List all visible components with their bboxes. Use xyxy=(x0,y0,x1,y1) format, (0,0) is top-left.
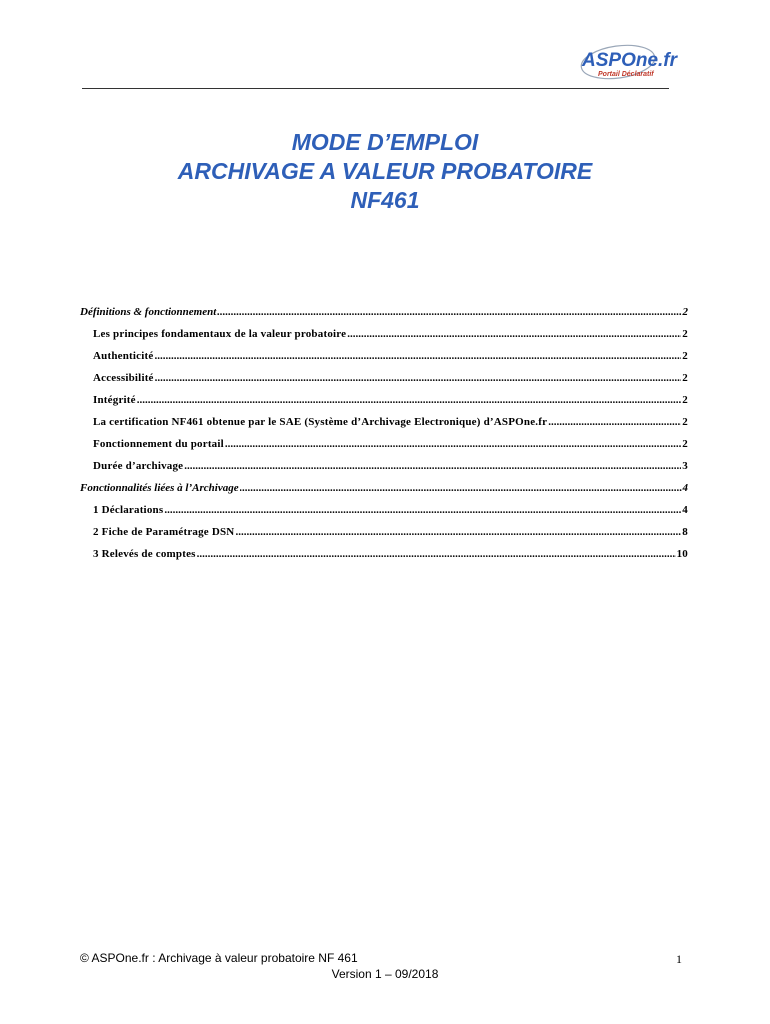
toc-item-fonctionnalites[interactable] xyxy=(80,482,688,498)
toc-item-principes[interactable] xyxy=(80,328,688,344)
document-title xyxy=(0,128,770,215)
toc-label: 2 Fiche de Paramétrage DSN xyxy=(93,526,235,538)
toc-page: 10 xyxy=(676,548,688,560)
toc-label: La certification NF461 obtenue par le SAE (Système d’Archivage Electronique) d’ASPOne.fr xyxy=(93,416,548,428)
toc-item-certification[interactable] xyxy=(80,416,688,432)
title-line-3: NF461 xyxy=(350,187,420,213)
toc-item-declarations[interactable] xyxy=(80,504,688,520)
logo-text: ASPOne.fr xyxy=(582,50,678,71)
toc-page: 4 xyxy=(682,504,688,516)
footer-version: Version 1 – 09/2018 xyxy=(331,967,439,981)
toc-page: 2 xyxy=(682,394,688,406)
toc-item-duree-archivage[interactable] xyxy=(80,460,688,476)
footer-page-number: 1 xyxy=(676,952,682,966)
toc-page: 3 xyxy=(682,460,688,472)
toc-label: Fonctionnalités liées à l’Archivage xyxy=(80,482,239,494)
toc-label: Authenticité xyxy=(93,350,154,362)
toc-label: Intégrité xyxy=(93,394,136,406)
toc-label: Durée d’archivage xyxy=(93,460,184,472)
toc-page: 2 xyxy=(682,438,688,450)
toc-item-fiche-dsn[interactable] xyxy=(80,526,688,542)
toc-page: 2 xyxy=(682,306,688,318)
toc-item-fonctionnement-portail[interactable] xyxy=(80,438,688,454)
toc-page: 2 xyxy=(682,350,688,362)
toc-label: Les principes fondamentaux de la valeur probatoire xyxy=(93,328,347,340)
title-line-1: MODE D’EMPLOI xyxy=(291,129,479,155)
toc-label: 3 Relevés de comptes xyxy=(93,548,196,560)
footer-copyright: © ASPOne.fr : Archivage à valeur probatoire NF 461 xyxy=(80,951,358,965)
logo-tagline: Portail Déclaratif xyxy=(598,71,654,78)
toc-item-releves-comptes[interactable] xyxy=(80,548,688,564)
toc-item-integrite[interactable] xyxy=(80,394,688,410)
toc-label: Accessibilité xyxy=(93,372,154,384)
title-line-2: ARCHIVAGE A VALEUR PROBATOIRE xyxy=(177,158,593,184)
toc-page: 2 xyxy=(682,328,688,340)
toc-item-authenticite[interactable] xyxy=(80,350,688,366)
asp-one-logo xyxy=(578,44,688,84)
toc-page: 4 xyxy=(682,482,688,494)
toc-page: 2 xyxy=(682,372,688,384)
toc-item-definitions[interactable] xyxy=(80,306,688,322)
toc-page: 8 xyxy=(682,526,688,538)
header-rule xyxy=(82,88,669,89)
toc-page: 2 xyxy=(682,416,688,428)
toc-label: 1 Déclarations xyxy=(93,504,164,516)
toc-label: Fonctionnement du portail xyxy=(93,438,224,450)
toc-item-accessibilite[interactable] xyxy=(80,372,688,388)
toc-label: Définitions & fonctionnement xyxy=(80,306,217,318)
